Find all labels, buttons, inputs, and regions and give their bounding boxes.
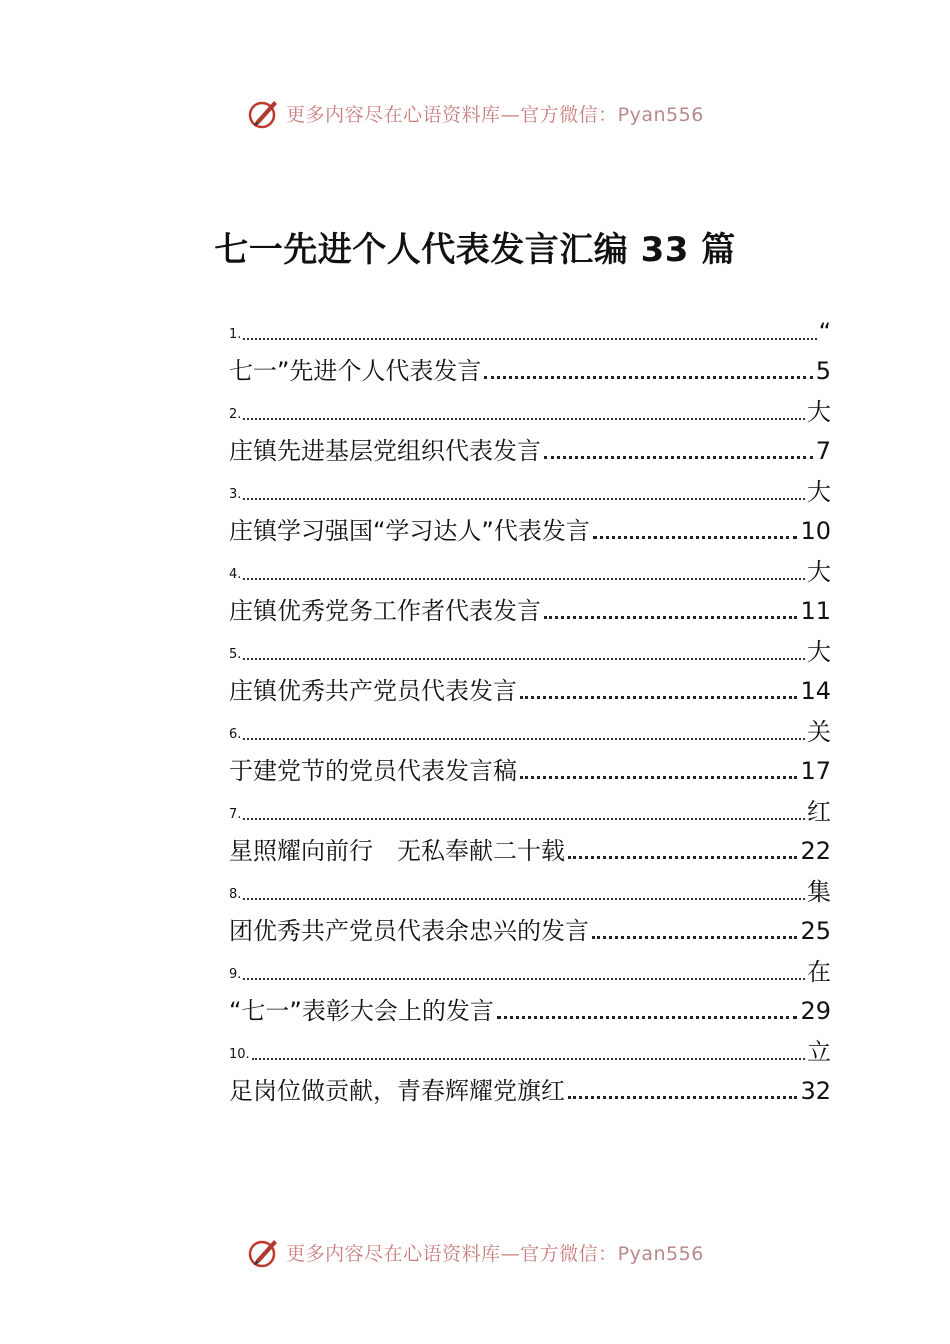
toc-first-char: 在 — [807, 958, 831, 986]
toc-page-number: 10 — [800, 517, 831, 545]
toc-number: 5. — [229, 647, 242, 662]
toc-title: 庄镇先进基层党组织代表发言 — [229, 437, 541, 465]
toc-first-char: 关 — [807, 718, 831, 746]
toc-entry-10[interactable] — [229, 1030, 831, 1110]
dot-leader — [568, 1096, 797, 1099]
dot-leader — [520, 776, 797, 779]
toc-entry-3[interactable] — [229, 470, 831, 550]
toc-page-number: 7 — [815, 437, 831, 465]
dot-leader — [243, 658, 805, 660]
toc-number: 6. — [229, 727, 242, 742]
toc-entry-7[interactable] — [229, 790, 831, 870]
toc-title: 足岗位做贡献，青春辉耀党旗红 — [229, 1077, 565, 1105]
toc-entry-1[interactable] — [229, 310, 831, 390]
toc-entry-2[interactable] — [229, 390, 831, 470]
watermark-id: Pyan556 — [617, 1242, 704, 1265]
toc-entry-5[interactable] — [229, 630, 831, 710]
toc-title: 星照耀向前行 无私奉献二十载 — [229, 837, 565, 865]
toc-entry-8[interactable] — [229, 870, 831, 950]
toc-first-char: “ — [818, 318, 831, 346]
toc-page-number: 17 — [800, 757, 831, 785]
toc-title: 七一”先进个人代表发言 — [229, 357, 482, 385]
toc-first-char: 大 — [807, 478, 831, 506]
toc-number: 3. — [229, 487, 242, 502]
dot-leader — [593, 536, 798, 539]
toc-first-char: 大 — [807, 558, 831, 586]
toc-page-number: 32 — [800, 1077, 831, 1105]
dot-leader — [252, 1058, 805, 1060]
toc-title: 庄镇学习强国“学习达人”代表发言 — [229, 517, 590, 545]
pen-logo-icon — [246, 1234, 282, 1270]
toc-number: 2. — [229, 407, 242, 422]
toc-title: “七一”表彰大会上的发言 — [229, 997, 494, 1025]
toc-first-char: 大 — [807, 398, 831, 426]
watermark-text: 更多内容尽在心语资料库—官方微信：Pyan556 — [286, 1242, 704, 1265]
toc-title: 庄镇优秀共产党员代表发言 — [229, 677, 517, 705]
dot-leader — [243, 578, 805, 580]
header-watermark — [0, 93, 950, 133]
dot-leader — [243, 978, 805, 980]
toc-first-char: 红 — [807, 798, 831, 826]
dot-leader — [568, 856, 797, 859]
toc-page-number: 22 — [800, 837, 831, 865]
dot-leader — [243, 818, 805, 820]
dot-leader — [544, 456, 813, 459]
dot-leader — [243, 898, 805, 900]
toc-title: 团优秀共产党员代表余忠兴的发言 — [229, 917, 589, 945]
toc-first-char: 大 — [807, 638, 831, 666]
dot-leader — [243, 338, 816, 340]
dot-leader — [484, 376, 812, 379]
toc-number: 7. — [229, 807, 242, 822]
toc-entry-6[interactable] — [229, 710, 831, 790]
watermark-id: Pyan556 — [617, 103, 704, 126]
toc-first-char: 立 — [807, 1038, 831, 1066]
footer-watermark — [0, 1232, 950, 1272]
page-title: 七一先进个人代表发言汇编 33 篇 — [214, 230, 736, 270]
pen-logo-icon — [246, 95, 282, 131]
dot-leader — [520, 696, 797, 699]
toc-page-number: 25 — [800, 917, 831, 945]
toc-page-number: 11 — [800, 597, 831, 625]
toc-page-number: 29 — [800, 997, 831, 1025]
toc-number: 10. — [229, 1047, 250, 1062]
watermark-text: 更多内容尽在心语资料库—官方微信：Pyan556 — [286, 103, 704, 126]
toc-number: 9. — [229, 967, 242, 982]
dot-leader — [544, 616, 797, 619]
dot-leader — [243, 738, 805, 740]
toc-entry-4[interactable] — [229, 550, 831, 630]
dot-leader — [592, 936, 797, 939]
toc-page-number: 5 — [815, 357, 831, 385]
dot-leader — [497, 1016, 798, 1019]
toc-number: 8. — [229, 887, 242, 902]
toc-first-char: 集 — [807, 878, 831, 906]
toc-number: 1. — [229, 327, 242, 342]
dot-leader — [243, 498, 805, 500]
toc-page-number: 14 — [800, 677, 831, 705]
toc-title: 于建党节的党员代表发言稿 — [229, 757, 517, 785]
toc-number: 4. — [229, 567, 242, 582]
table-of-contents — [229, 310, 831, 1110]
toc-entry-9[interactable] — [229, 950, 831, 1030]
toc-title: 庄镇优秀党务工作者代表发言 — [229, 597, 541, 625]
dot-leader — [243, 418, 805, 420]
